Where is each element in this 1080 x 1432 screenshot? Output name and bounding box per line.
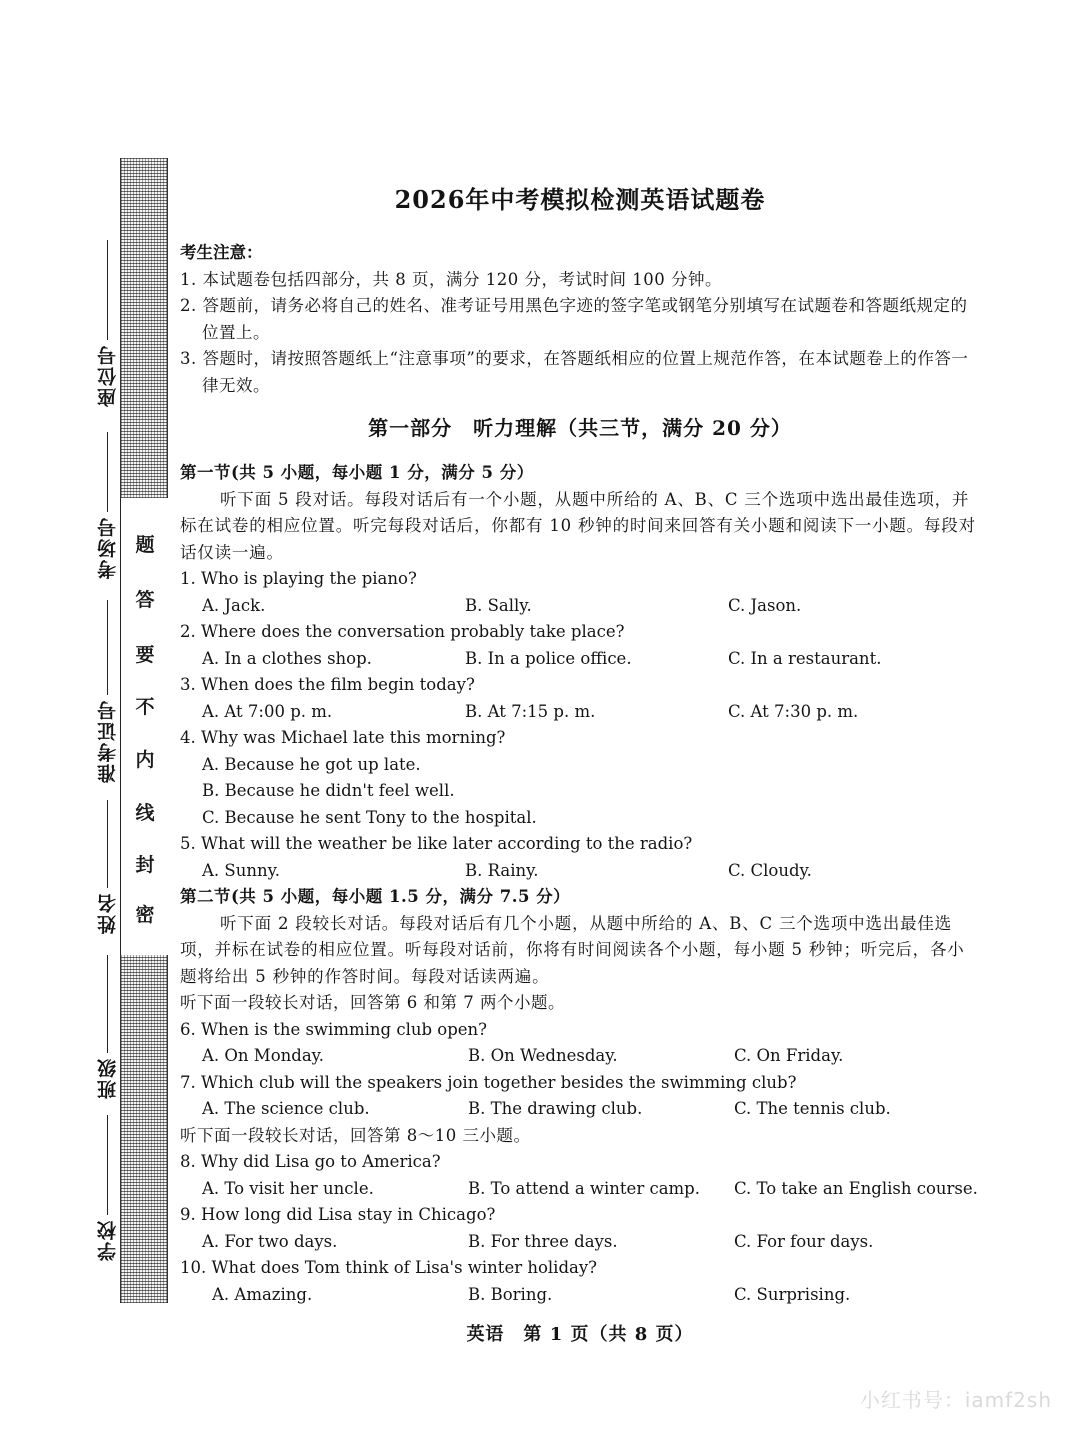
school-field[interactable]	[92, 1115, 122, 1261]
seal-char: 要	[135, 644, 155, 666]
question-options	[180, 1096, 980, 1123]
admission-number-field[interactable]	[92, 600, 122, 783]
notice-item: 1. 本试题卷包括四部分，共 8 页，满分 120 分，考试时间 100 分钟。	[180, 269, 722, 289]
class-label: 班级	[96, 1057, 119, 1099]
candidate-notice	[180, 240, 980, 399]
binding-hatch-bottom	[120, 955, 168, 1303]
class-field[interactable]	[92, 955, 122, 1099]
option-a[interactable]: A. The science club.	[202, 1099, 370, 1118]
question-options	[180, 1176, 980, 1203]
section1	[180, 460, 980, 1308]
question-options	[180, 593, 980, 620]
seal-char: 密	[135, 904, 155, 926]
question-options	[180, 1229, 980, 1256]
option-a[interactable]: A. In a clothes shop.	[202, 648, 372, 668]
option-a[interactable]: A. Jack.	[202, 595, 266, 615]
question-text: 6. When is the swimming club open?	[180, 1019, 488, 1039]
exam-room-label: 考场号	[96, 516, 119, 579]
seat-number-label: 座位号	[96, 344, 119, 407]
option-b[interactable]: B. Rainy.	[465, 860, 539, 880]
option-b[interactable]: B. Because he didn't feel well.	[202, 781, 455, 800]
binding-hatch-top	[120, 158, 168, 498]
section1-instruction: 听下面 5 段对话。每段对话后有一个小题，从题中所给的 A、B、C 三个选项中选出最佳选项，并标在试卷的相应位置。听完每段对话后，你都有 10 秒钟的时间来回答有关小题和阅读下一小题。每段对话仅读一遍。	[180, 489, 976, 562]
school-label: 学校	[96, 1219, 119, 1261]
option-c[interactable]: C. The tennis club.	[734, 1099, 891, 1118]
option-b[interactable]: B. Sally.	[465, 595, 532, 615]
option-a[interactable]: A. To visit her uncle.	[202, 1178, 374, 1198]
seal-char: 内	[135, 749, 155, 771]
exam-title: 2026年中考模拟检测英语试题卷	[394, 185, 766, 214]
question-options	[180, 1282, 980, 1309]
exam-room-field[interactable]	[92, 432, 122, 579]
question-text: 10. What does Tom think of Lisa's winter holiday?	[180, 1258, 598, 1277]
seal-char: 题	[135, 534, 155, 556]
seal-char: 封	[135, 854, 155, 876]
option-a[interactable]: A. Amazing.	[212, 1284, 313, 1304]
notice-head: 考生注意：	[180, 243, 263, 262]
page-footer: 英语 第 1 页（共 8 页）	[466, 1324, 694, 1345]
seal-char: 答	[135, 589, 155, 611]
section2-head: 第二节(共 5 小题，每小题 1.5 分，满分 7.5 分）	[180, 887, 571, 906]
seal-char: 不	[135, 696, 155, 718]
option-b[interactable]: B. To attend a winter camp.	[468, 1178, 700, 1198]
admission-number-label: 准考证号	[96, 699, 119, 783]
option-c[interactable]: C. Because he sent Tony to the hospital.	[202, 807, 537, 827]
question-options	[180, 1043, 980, 1070]
question-options	[180, 699, 980, 726]
question-text: 1. Who is playing the piano?	[180, 569, 417, 588]
option-c[interactable]: C. In a restaurant.	[728, 648, 882, 668]
question-text: 7. Which club will the speakers join together besides the swimming club?	[180, 1072, 797, 1092]
section1-head: 第一节(共 5 小题，每小题 1 分，满分 5 分）	[180, 463, 534, 482]
question-text: 8. Why did Lisa go to America?	[180, 1152, 441, 1171]
listen-prompt: 听下面一段较长对话，回答第 8～10 三小题。	[180, 1125, 531, 1145]
question-text: 5. What will the weather be like later according to the radio?	[180, 834, 693, 853]
option-a[interactable]: A. Sunny.	[202, 860, 280, 880]
notice-item: 3. 答题时，请按照答题纸上“注意事项”的要求，在答题纸相应的位置上规范作答，在本试题卷上的作答一律无效。	[180, 349, 969, 395]
watermark: 小红书号：iamf2sh	[859, 1388, 1052, 1412]
option-b[interactable]: B. In a police office.	[465, 648, 632, 668]
option-a[interactable]: A. Because he got up late.	[202, 754, 421, 774]
option-a[interactable]: A. At 7:00 p. m.	[202, 701, 333, 721]
seal-char: 线	[135, 802, 155, 824]
question-text: 9. How long did Lisa stay in Chicago?	[180, 1205, 496, 1224]
question-text: 3. When does the film begin today?	[180, 675, 475, 694]
seat-number-field[interactable]	[92, 240, 122, 407]
option-a[interactable]: A. For two days.	[202, 1231, 338, 1251]
option-c[interactable]: C. To take an English course.	[734, 1178, 978, 1198]
option-b[interactable]: B. On Wednesday.	[468, 1046, 618, 1065]
option-b[interactable]: B. The drawing club.	[468, 1099, 643, 1118]
option-c[interactable]: C. For four days.	[734, 1231, 874, 1251]
question-options	[180, 646, 980, 673]
question-text: 4. Why was Michael late this morning?	[180, 728, 506, 747]
option-a[interactable]: A. On Monday.	[202, 1046, 325, 1065]
notice-item: 2. 答题前，请务必将自己的姓名、准考证号用黑色字迹的签字笔或钢笔分别填写在试题卷和答题纸规定的位置上。	[180, 296, 968, 342]
option-b[interactable]: B. Boring.	[468, 1284, 553, 1304]
option-c[interactable]: C. Cloudy.	[728, 860, 812, 880]
question-options	[180, 858, 980, 885]
option-c[interactable]: C. Surprising.	[734, 1284, 851, 1304]
option-c[interactable]: C. On Friday.	[734, 1046, 844, 1065]
part1-title: 第一部分 听力理解（共三节，满分 20 分）	[368, 416, 792, 440]
listen-prompt: 听下面一段较长对话，回答第 6 和第 7 两个小题。	[180, 993, 565, 1012]
question-text: 2. Where does the conversation probably take place?	[180, 622, 625, 641]
name-field[interactable]	[92, 800, 122, 934]
option-c[interactable]: C. At 7:30 p. m.	[728, 701, 859, 721]
option-b[interactable]: B. At 7:15 p. m.	[465, 701, 596, 721]
name-label: 姓名	[96, 892, 119, 934]
option-c[interactable]: C. Jason.	[728, 595, 802, 615]
section2-instruction: 听下面 2 段较长对话。每段对话后有几个小题，从题中所给的 A、B、C 三个选项中选出最佳选项，并标在试卷的相应位置。听每段对话前，你将有时间阅读各个小题，每小题 5 秒钟；听完后，各小题将给出 5 秒钟的作答时间。每段对话读两遍。	[180, 913, 965, 986]
option-b[interactable]: B. For three days.	[468, 1231, 618, 1251]
